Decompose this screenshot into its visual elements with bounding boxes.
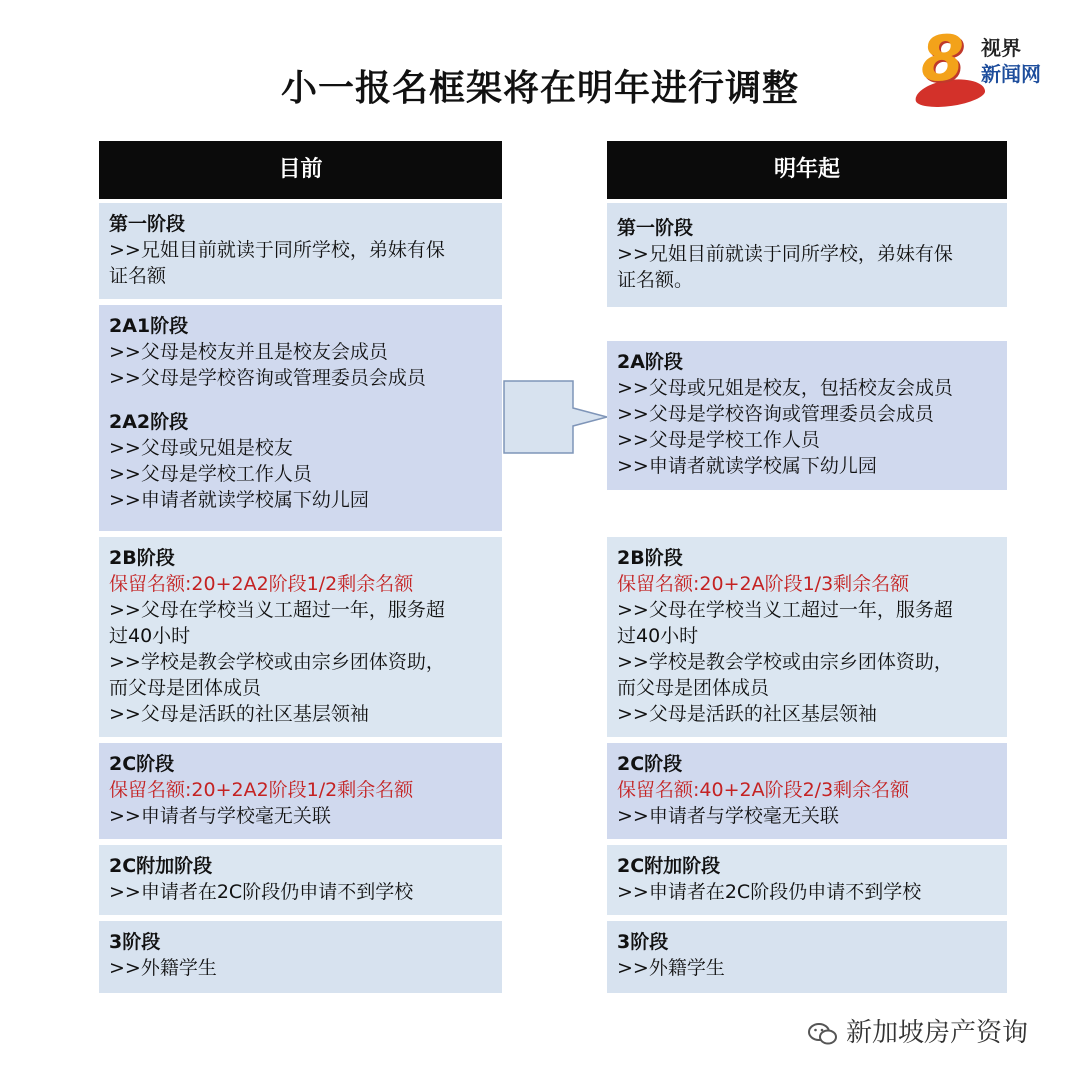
stage-line: >>父母是学校工作人员 <box>109 463 312 485</box>
reserve-quota: 保留名额:20+2A阶段1/3剩余名额 <box>617 573 910 595</box>
left-stage2a-box <box>99 305 502 531</box>
stage-line: 证名额 <box>109 265 167 287</box>
stage-line: >>申请者就读学校属下幼儿园 <box>617 455 877 477</box>
logo-number: 8 <box>921 22 965 95</box>
reserve-quota: 保留名额:20+2A2阶段1/2剩余名额 <box>109 573 414 595</box>
stage-line: 证名额。 <box>617 269 694 291</box>
right-stage2c-box <box>607 743 1007 839</box>
stage-line: >>父母或兄姐是校友 <box>109 437 293 459</box>
stage-line: >>父母是学校咨询或管理委员会成员 <box>109 367 426 389</box>
stage-line: >>申请者与学校毫无关联 <box>109 805 331 827</box>
stage-title: 3阶段 <box>617 931 669 953</box>
stage-title: 2C阶段 <box>617 753 683 775</box>
stage-title: 第一阶段 <box>617 217 694 239</box>
left-stage2c-supplementary-box <box>99 845 502 915</box>
wechat-watermark <box>808 1012 1028 1049</box>
stage-line: >>申请者就读学校属下幼儿园 <box>109 489 369 511</box>
stage-line: >>父母或兄姐是校友，包括校友会成员 <box>617 377 953 399</box>
stage-title: 第一阶段 <box>109 213 186 235</box>
stage-line: >>学校是教会学校或由宗乡团体资助， <box>109 651 445 673</box>
stage-line: >>兄姐目前就读于同所学校，弟妹有保 <box>109 239 445 261</box>
stage-title: 2A1阶段 <box>109 315 189 337</box>
stage-line: >>父母是活跃的社区基层领袖 <box>617 703 877 725</box>
left-stage2b-box <box>99 537 502 737</box>
stage-line: 过40小时 <box>109 625 191 647</box>
stage-line: 过40小时 <box>617 625 699 647</box>
spacer <box>109 391 492 409</box>
stage-title: 2B阶段 <box>109 547 175 569</box>
stage-line: >>外籍学生 <box>617 957 725 979</box>
stage-line: >>父母是活跃的社区基层领袖 <box>109 703 369 725</box>
stage-line: >>申请者在2C阶段仍申请不到学校 <box>617 881 922 903</box>
current-column-header: 目前 <box>99 141 502 199</box>
stage-title: 2C附加阶段 <box>109 855 213 877</box>
left-stage1-box <box>99 203 502 299</box>
stage-line: 而父母是团体成员 <box>109 677 262 699</box>
stage-line: >>申请者与学校毫无关联 <box>617 805 839 827</box>
logo-text-line2: 新闻网 <box>981 62 1041 86</box>
next-year-column-header: 明年起 <box>607 141 1007 199</box>
stage-title: 3阶段 <box>109 931 161 953</box>
stage-line: 而父母是团体成员 <box>617 677 770 699</box>
stage-line: >>兄姐目前就读于同所学校，弟妹有保 <box>617 243 953 265</box>
wechat-icon <box>808 1022 838 1046</box>
stage-title: 2C阶段 <box>109 753 175 775</box>
stage-line: >>申请者在2C阶段仍申请不到学校 <box>109 881 414 903</box>
page-title: 小一报名框架将在明年进行调整 <box>280 68 799 109</box>
stage-title: 2C附加阶段 <box>617 855 721 877</box>
logo-text-line1: 视界 <box>981 36 1021 60</box>
right-arrow-icon <box>503 380 611 454</box>
watermark-text: 新加坡房产资询 <box>846 1018 1029 1048</box>
right-stage2a-box <box>607 341 1007 490</box>
stage-title: 2A阶段 <box>617 351 683 373</box>
reserve-quota: 保留名额:20+2A2阶段1/2剩余名额 <box>109 779 414 801</box>
stage-line: >>外籍学生 <box>109 957 217 979</box>
stage-title: 2B阶段 <box>617 547 683 569</box>
stage-line: >>父母是学校工作人员 <box>617 429 820 451</box>
right-stage2c-supplementary-box <box>607 845 1007 915</box>
right-stage1-box <box>607 203 1007 307</box>
stage-line: >>学校是教会学校或由宗乡团体资助， <box>617 651 953 673</box>
stage-line: >>父母是学校咨询或管理委员会成员 <box>617 403 934 425</box>
right-stage3-box <box>607 921 1007 993</box>
right-stage2b-box <box>607 537 1007 737</box>
stage-line: >>父母在学校当义工超过一年，服务超 <box>109 599 445 621</box>
stage-line: >>父母在学校当义工超过一年，服务超 <box>617 599 953 621</box>
channel-8-logo <box>915 22 1065 112</box>
stage-line: >>父母是校友并且是校友会成员 <box>109 341 388 363</box>
stage-title: 2A2阶段 <box>109 411 189 433</box>
left-stage3-box <box>99 921 502 993</box>
left-stage2c-box <box>99 743 502 839</box>
reserve-quota: 保留名额:40+2A阶段2/3剩余名额 <box>617 779 910 801</box>
